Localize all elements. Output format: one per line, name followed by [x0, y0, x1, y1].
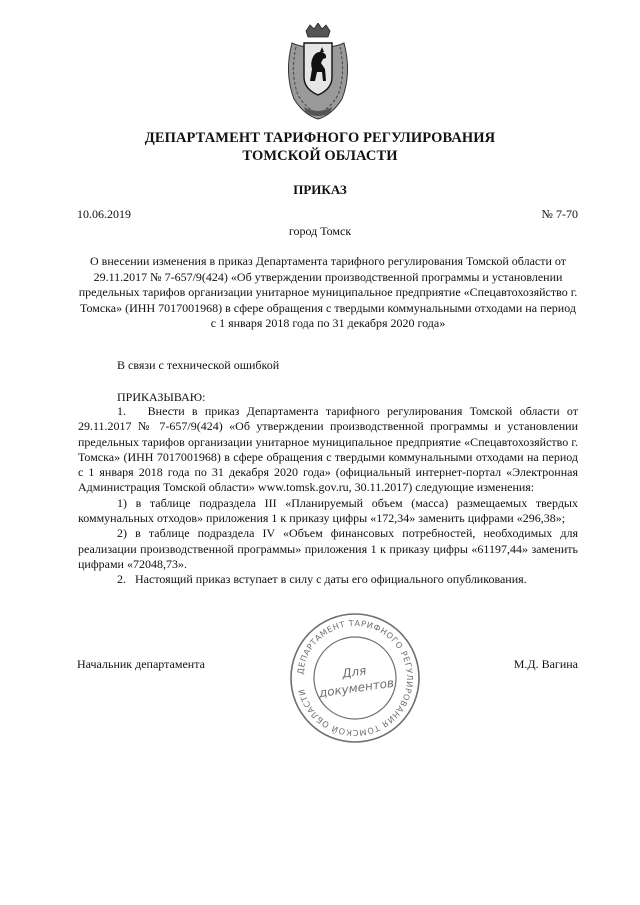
document-subject: О внесении изменения в приказ Департамента тарифного регулирования Томской области от 29.11.2017 № 7-657/9(424) «Об утверждении производственной программы и установлении предельных тарифов организации унитарное муниципальное предприятие «Спецавтохозяйство г. Томска» (ИНН 7017001968) в сфере обращения с твердыми коммунальными отходами на период с 1 января 2018 года по 31 декабря 2020 года»	[78, 254, 578, 330]
order-paragraph-1-item-2: 2) в таблице подраздела IV «Объем финансовых потребностей, необходимых для реализации производственной программы» приложения 1 к приказу цифры «61197,44» заменить цифрами «72048,73».	[78, 526, 578, 571]
stamp-center-line2: документов	[317, 675, 395, 701]
department-title-line1: ДЕПАРТАМЕНТ ТАРИФНОГО РЕГУЛИРОВАНИЯ	[144, 130, 496, 146]
order-keyword: ПРИКАЗЫВАЮ:	[117, 390, 206, 404]
department-title-line2: ТОМСКОЙ ОБЛАСТИ	[242, 148, 398, 164]
official-stamp	[285, 608, 425, 748]
order-reason: В связи с технической ошибкой	[117, 358, 280, 372]
document-number: № 7-70	[541, 207, 578, 221]
stamp-center-line1: Для	[341, 663, 368, 681]
signer-role: Начальник департамента	[77, 657, 205, 671]
tomsk-region-coat-of-arms-icon	[282, 23, 354, 121]
document-date: 10.06.2019	[77, 207, 131, 221]
order-paragraph-2: 2. Настоящий приказ вступает в силу с даты его официального опубликования.	[117, 572, 527, 587]
signer-name: М.Д. Вагина	[513, 657, 578, 671]
document-type-title: ПРИКАЗ	[293, 182, 347, 197]
order-paragraph-1: 1. Внести в приказ Департамента тарифного регулирования Томской области от 29.11.2017 № 7-657/9(424) «Об утверждении производственной программы и установлении предельных тарифов организации унитарное муниципальное предприятие «Спецавтохозяйство г. Томска» (ИНН 7017001968) в сфере обращения с твердыми коммунальными отходами на период с 1 января 2018 года по 31 декабря 2020 года» (официальный интернет-портал «Электронная Администрация Томской области» www.tomsk.gov.ru, 30.11.2017) следующие изменения:	[78, 404, 578, 495]
document-city: город Томск	[288, 224, 352, 238]
stamp-ring-text: ДЕПАРТАМЕНТ ТАРИФНОГО РЕГУЛИРОВАНИЯ ТОМСКОЙ ОБЛАСТИ	[295, 617, 416, 739]
order-paragraph-1-item-1: 1) в таблице подраздела III «Планируемый объем (масса) размещаемых твердых коммунальных отходов» приложения 1 к приказу цифры «172,34» заменить цифрами «296,38»;	[78, 495, 578, 526]
order-body	[78, 404, 578, 588]
